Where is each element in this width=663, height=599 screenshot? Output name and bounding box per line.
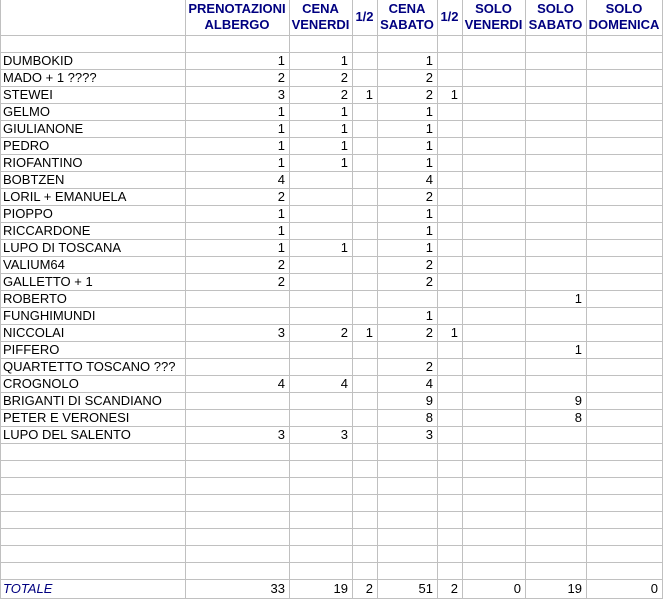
grid-row-line xyxy=(0,35,663,36)
value-cell[interactable] xyxy=(185,409,289,426)
value-cell[interactable]: 2 xyxy=(425,359,433,374)
value-cell[interactable] xyxy=(462,409,525,426)
value-cell[interactable]: 1 xyxy=(365,325,373,340)
value-cell[interactable]: 2 xyxy=(340,325,348,340)
value-cell[interactable]: 1 xyxy=(277,138,285,153)
value-cell[interactable] xyxy=(352,273,377,290)
value-cell[interactable] xyxy=(377,341,437,358)
value-cell[interactable] xyxy=(525,120,586,137)
grid-row-line xyxy=(0,460,663,461)
value-cell[interactable]: 1 xyxy=(340,138,348,153)
value-cell[interactable] xyxy=(462,375,525,392)
value-cell[interactable]: 1 xyxy=(340,53,348,68)
value-cell[interactable] xyxy=(462,222,525,239)
value-cell[interactable] xyxy=(586,307,662,324)
value-cell[interactable] xyxy=(462,69,525,86)
row-name-cell[interactable]: FUNGHIMUNDI xyxy=(3,308,96,323)
row-name-cell[interactable]: LUPO DEL SALENTO xyxy=(3,427,131,442)
value-cell[interactable]: 1 xyxy=(574,291,582,306)
value-cell[interactable] xyxy=(352,239,377,256)
column-header[interactable]: SOLO SABATO xyxy=(528,1,583,32)
value-cell[interactable] xyxy=(525,171,586,188)
value-cell[interactable] xyxy=(289,307,352,324)
value-cell[interactable]: 1 xyxy=(340,155,348,170)
value-cell[interactable] xyxy=(525,358,586,375)
row-name-cell[interactable]: ROBERTO xyxy=(3,291,67,306)
value-cell[interactable] xyxy=(462,392,525,409)
value-cell[interactable] xyxy=(462,137,525,154)
value-cell[interactable]: 1 xyxy=(277,223,285,238)
row-name-cell[interactable]: QUARTETTO TOSCANO ??? xyxy=(3,359,176,374)
value-cell[interactable]: 2 xyxy=(425,189,433,204)
row-name-cell[interactable]: LUPO DI TOSCANA xyxy=(3,240,121,255)
value-cell[interactable]: 1 xyxy=(425,240,433,255)
value-cell[interactable] xyxy=(462,290,525,307)
value-cell[interactable]: 2 xyxy=(277,257,285,272)
value-cell[interactable] xyxy=(462,307,525,324)
row-name-cell[interactable]: PIOPPO xyxy=(3,206,53,221)
value-cell[interactable] xyxy=(462,358,525,375)
column-header[interactable]: CENA VENERDI xyxy=(291,1,350,32)
row-name-cell[interactable]: LORIL + EMANUELA xyxy=(3,189,127,204)
row-name-cell[interactable]: PEDRO xyxy=(3,138,50,153)
value-cell[interactable] xyxy=(525,103,586,120)
value-cell[interactable] xyxy=(462,52,525,69)
value-cell[interactable]: 1 xyxy=(425,104,433,119)
value-cell[interactable] xyxy=(586,86,662,103)
value-cell[interactable]: 1 xyxy=(425,206,433,221)
column-header[interactable]: SOLO DOMENICA xyxy=(588,1,660,32)
value-cell[interactable] xyxy=(437,103,462,120)
column-header[interactable]: SOLO VENERDI xyxy=(464,1,523,32)
value-cell[interactable] xyxy=(525,324,586,341)
value-cell[interactable]: 8 xyxy=(574,410,582,425)
value-cell[interactable]: 1 xyxy=(450,87,458,102)
value-cell[interactable] xyxy=(586,69,662,86)
value-cell[interactable] xyxy=(586,392,662,409)
value-cell[interactable] xyxy=(352,375,377,392)
value-cell[interactable] xyxy=(437,307,462,324)
value-cell[interactable] xyxy=(462,120,525,137)
value-cell[interactable] xyxy=(586,171,662,188)
value-cell[interactable] xyxy=(437,290,462,307)
value-cell[interactable] xyxy=(586,222,662,239)
value-cell[interactable]: 1 xyxy=(277,206,285,221)
row-name-cell[interactable]: PIFFERO xyxy=(3,342,60,357)
value-cell[interactable]: 1 xyxy=(425,53,433,68)
value-cell[interactable] xyxy=(586,375,662,392)
value-cell[interactable]: 2 xyxy=(340,87,348,102)
value-cell[interactable]: 1 xyxy=(340,104,348,119)
grid-row-line xyxy=(0,528,663,529)
value-cell[interactable] xyxy=(352,52,377,69)
value-cell[interactable] xyxy=(289,205,352,222)
value-cell[interactable]: 1 xyxy=(340,240,348,255)
value-cell[interactable]: 9 xyxy=(574,393,582,408)
value-cell[interactable] xyxy=(437,222,462,239)
value-cell[interactable]: 1 xyxy=(365,87,373,102)
value-cell[interactable] xyxy=(525,154,586,171)
value-cell[interactable]: 2 xyxy=(425,70,433,85)
value-cell[interactable] xyxy=(525,426,586,443)
value-cell[interactable] xyxy=(289,256,352,273)
value-cell[interactable] xyxy=(525,307,586,324)
value-cell[interactable]: 3 xyxy=(277,87,285,102)
value-cell[interactable]: 2 xyxy=(277,189,285,204)
value-cell[interactable] xyxy=(289,392,352,409)
value-cell[interactable]: 2 xyxy=(277,70,285,85)
value-cell[interactable] xyxy=(462,341,525,358)
value-cell[interactable] xyxy=(352,103,377,120)
value-cell[interactable]: 3 xyxy=(340,427,348,442)
value-cell[interactable]: 1 xyxy=(425,121,433,136)
value-cell[interactable] xyxy=(437,426,462,443)
value-cell[interactable] xyxy=(289,409,352,426)
grid-row-line xyxy=(0,545,663,546)
total-value-cell[interactable]: 0 xyxy=(650,581,658,596)
value-cell[interactable] xyxy=(462,103,525,120)
value-cell[interactable] xyxy=(289,358,352,375)
value-cell[interactable] xyxy=(586,239,662,256)
value-cell[interactable]: 1 xyxy=(277,104,285,119)
value-cell[interactable] xyxy=(437,171,462,188)
value-cell[interactable]: 1 xyxy=(574,342,582,357)
grid-column-line xyxy=(0,0,1,599)
value-cell[interactable] xyxy=(289,273,352,290)
value-cell[interactable] xyxy=(352,69,377,86)
value-cell[interactable]: 4 xyxy=(277,172,285,187)
value-cell[interactable] xyxy=(437,205,462,222)
row-name-cell[interactable]: RICCARDONE xyxy=(3,223,91,238)
value-cell[interactable] xyxy=(525,205,586,222)
value-cell[interactable] xyxy=(525,256,586,273)
value-cell[interactable] xyxy=(586,273,662,290)
value-cell[interactable] xyxy=(525,137,586,154)
value-cell[interactable] xyxy=(586,103,662,120)
value-cell[interactable] xyxy=(352,358,377,375)
value-cell[interactable] xyxy=(462,426,525,443)
row-name-cell[interactable]: GALLETTO + 1 xyxy=(3,274,93,289)
value-cell[interactable]: 2 xyxy=(425,325,433,340)
value-cell[interactable] xyxy=(586,120,662,137)
value-cell[interactable] xyxy=(437,358,462,375)
value-cell[interactable] xyxy=(352,409,377,426)
value-cell[interactable] xyxy=(185,392,289,409)
value-cell[interactable] xyxy=(352,205,377,222)
value-cell[interactable] xyxy=(289,341,352,358)
grid-row-line xyxy=(0,443,663,444)
value-cell[interactable] xyxy=(525,69,586,86)
value-cell[interactable] xyxy=(586,290,662,307)
total-value-cell[interactable]: 2 xyxy=(365,581,373,596)
value-cell[interactable] xyxy=(586,358,662,375)
value-cell[interactable] xyxy=(586,137,662,154)
value-cell[interactable]: 2 xyxy=(425,87,433,102)
value-cell[interactable]: 4 xyxy=(425,172,433,187)
value-cell[interactable] xyxy=(586,188,662,205)
value-cell[interactable] xyxy=(352,256,377,273)
value-cell[interactable]: 1 xyxy=(425,155,433,170)
value-cell[interactable] xyxy=(462,188,525,205)
total-value-cell[interactable]: 51 xyxy=(418,581,433,596)
value-cell[interactable]: 1 xyxy=(425,138,433,153)
value-cell[interactable] xyxy=(185,341,289,358)
row-name-cell[interactable]: GIULIANONE xyxy=(3,121,84,136)
grid-row-line xyxy=(0,494,663,495)
value-cell[interactable]: 3 xyxy=(277,427,285,442)
total-label[interactable]: TOTALE xyxy=(3,581,53,596)
column-header[interactable]: CENA SABATO xyxy=(380,1,434,32)
value-cell[interactable] xyxy=(352,341,377,358)
grid-row-line xyxy=(0,511,663,512)
value-cell[interactable]: 1 xyxy=(277,155,285,170)
value-cell[interactable] xyxy=(586,256,662,273)
value-cell[interactable]: 9 xyxy=(425,393,433,408)
value-cell[interactable] xyxy=(437,256,462,273)
value-cell[interactable] xyxy=(289,188,352,205)
value-cell[interactable] xyxy=(377,290,437,307)
row-name-cell[interactable]: DUMBOKID xyxy=(3,53,74,68)
value-cell[interactable]: 1 xyxy=(277,53,285,68)
column-header[interactable]: PRENOTAZIONI ALBERGO xyxy=(188,1,286,32)
value-cell[interactable] xyxy=(462,273,525,290)
value-cell[interactable] xyxy=(289,222,352,239)
value-cell[interactable] xyxy=(437,137,462,154)
value-cell[interactable] xyxy=(352,120,377,137)
value-cell[interactable] xyxy=(525,222,586,239)
value-cell[interactable] xyxy=(437,341,462,358)
value-cell[interactable]: 4 xyxy=(277,376,285,391)
row-name-cell[interactable]: RIOFANTINO xyxy=(3,155,83,170)
value-cell[interactable] xyxy=(352,171,377,188)
value-cell[interactable] xyxy=(437,239,462,256)
value-cell[interactable]: 2 xyxy=(425,257,433,272)
total-value-cell[interactable]: 0 xyxy=(513,581,521,596)
value-cell[interactable] xyxy=(525,273,586,290)
value-cell[interactable] xyxy=(437,273,462,290)
value-cell[interactable] xyxy=(462,256,525,273)
value-cell[interactable] xyxy=(352,188,377,205)
value-cell[interactable] xyxy=(525,52,586,69)
value-cell[interactable] xyxy=(352,307,377,324)
value-cell[interactable] xyxy=(586,205,662,222)
value-cell[interactable] xyxy=(437,154,462,171)
value-cell[interactable] xyxy=(289,171,352,188)
value-cell[interactable]: 2 xyxy=(425,274,433,289)
value-cell[interactable] xyxy=(352,426,377,443)
value-cell[interactable] xyxy=(525,188,586,205)
total-value-cell[interactable]: 2 xyxy=(450,581,458,596)
row-name-cell[interactable]: BRIGANTI DI SCANDIANO xyxy=(3,393,162,408)
value-cell[interactable] xyxy=(185,358,289,375)
value-cell[interactable]: 1 xyxy=(425,223,433,238)
value-cell[interactable]: 1 xyxy=(277,121,285,136)
value-cell[interactable]: 2 xyxy=(340,70,348,85)
row-name-cell[interactable]: GELMO xyxy=(3,104,50,119)
value-cell[interactable] xyxy=(462,205,525,222)
total-value-cell[interactable]: 19 xyxy=(567,581,582,596)
value-cell[interactable] xyxy=(352,222,377,239)
value-cell[interactable]: 4 xyxy=(425,376,433,391)
column-header[interactable]: 1/2 xyxy=(355,9,374,24)
value-cell[interactable] xyxy=(586,341,662,358)
value-cell[interactable] xyxy=(437,120,462,137)
value-cell[interactable] xyxy=(586,324,662,341)
value-cell[interactable] xyxy=(185,290,289,307)
row-name-cell[interactable]: STEWEI xyxy=(3,87,53,102)
total-value-cell[interactable]: 33 xyxy=(270,581,285,596)
value-cell[interactable] xyxy=(525,86,586,103)
value-cell[interactable]: 1 xyxy=(277,240,285,255)
value-cell[interactable] xyxy=(462,86,525,103)
value-cell[interactable] xyxy=(462,324,525,341)
value-cell[interactable] xyxy=(525,375,586,392)
value-cell[interactable]: 4 xyxy=(340,376,348,391)
value-cell[interactable] xyxy=(437,52,462,69)
value-cell[interactable] xyxy=(289,290,352,307)
value-cell[interactable] xyxy=(437,375,462,392)
row-name-cell[interactable]: PETER E VERONESI xyxy=(3,410,130,425)
value-cell[interactable] xyxy=(437,409,462,426)
value-cell[interactable] xyxy=(352,154,377,171)
value-cell[interactable] xyxy=(437,392,462,409)
row-name-cell[interactable]: CROGNOLO xyxy=(3,376,79,391)
value-cell[interactable] xyxy=(352,392,377,409)
value-cell[interactable] xyxy=(462,154,525,171)
value-cell[interactable]: 1 xyxy=(340,121,348,136)
value-cell[interactable]: 2 xyxy=(277,274,285,289)
value-cell[interactable] xyxy=(462,239,525,256)
value-cell[interactable] xyxy=(586,154,662,171)
value-cell[interactable] xyxy=(462,171,525,188)
value-cell[interactable] xyxy=(586,409,662,426)
column-header[interactable]: 1/2 xyxy=(440,9,459,24)
value-cell[interactable]: 1 xyxy=(450,325,458,340)
row-name-cell[interactable]: MADO + 1 ???? xyxy=(3,70,97,85)
value-cell[interactable] xyxy=(437,69,462,86)
value-cell[interactable] xyxy=(352,290,377,307)
value-cell[interactable] xyxy=(525,239,586,256)
value-cell[interactable]: 1 xyxy=(425,308,433,323)
value-cell[interactable] xyxy=(586,426,662,443)
value-cell[interactable] xyxy=(185,307,289,324)
grid-row-line xyxy=(0,477,663,478)
row-name-cell[interactable]: NICCOLAI xyxy=(3,325,65,340)
total-value-cell[interactable]: 19 xyxy=(333,581,348,596)
value-cell[interactable] xyxy=(352,137,377,154)
grid-row-line xyxy=(0,562,663,563)
value-cell[interactable] xyxy=(586,52,662,69)
value-cell[interactable]: 3 xyxy=(277,325,285,340)
row-name-cell[interactable]: BOBTZEN xyxy=(3,172,65,187)
value-cell[interactable]: 8 xyxy=(425,410,433,425)
row-name-cell[interactable]: VALIUM64 xyxy=(3,257,65,272)
value-cell[interactable]: 3 xyxy=(425,427,433,442)
value-cell[interactable] xyxy=(437,188,462,205)
